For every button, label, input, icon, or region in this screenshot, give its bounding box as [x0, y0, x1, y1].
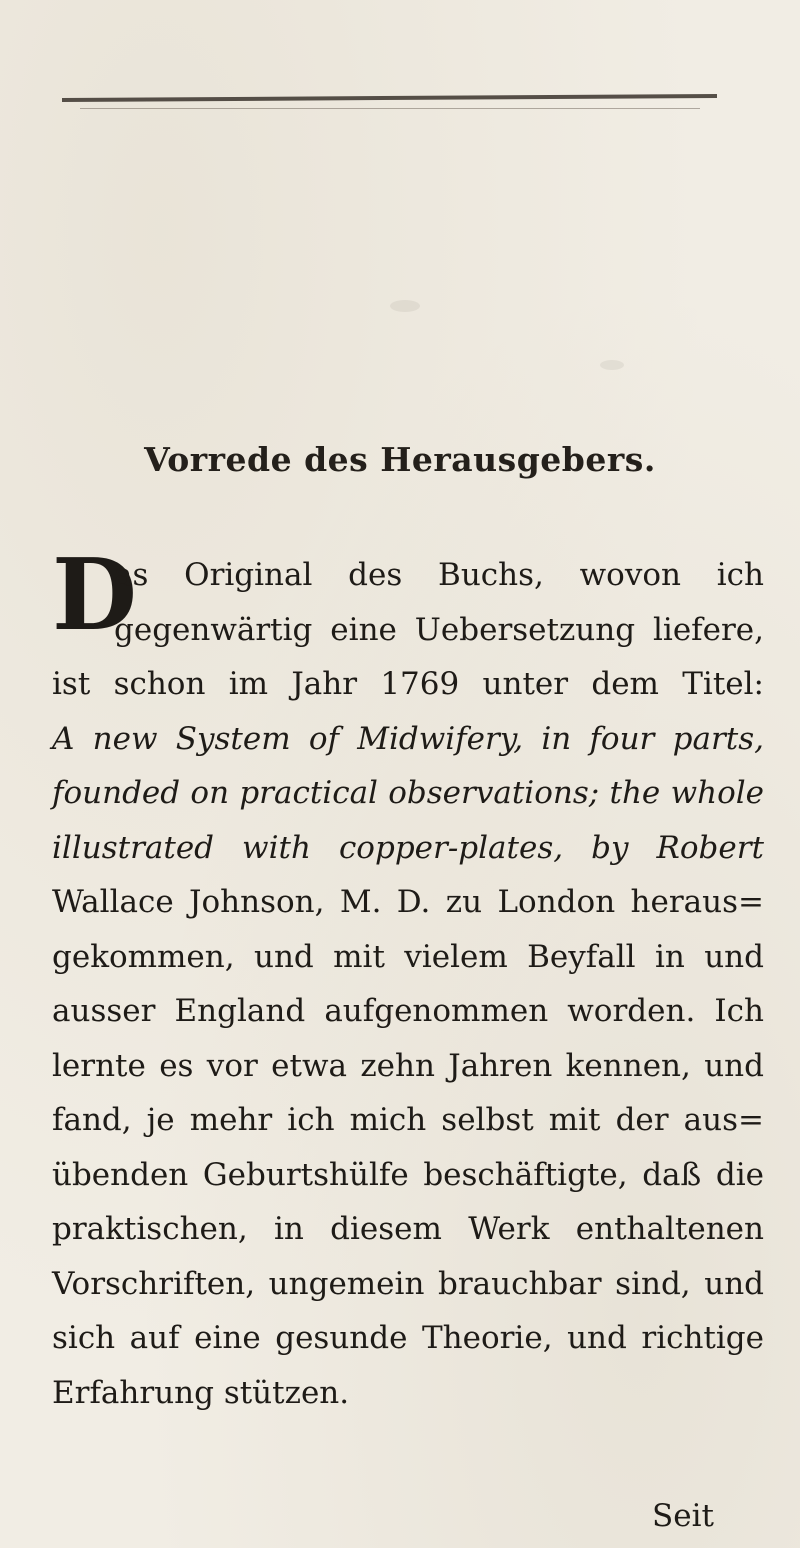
text-line: praktischen, in diesem Werk enthaltenen — [52, 1211, 764, 1247]
paper-stain — [600, 360, 624, 370]
text-line: as Original des Buchs, wovon ich — [114, 557, 764, 593]
page-heading: Vorrede des Herausgebers. — [144, 440, 656, 479]
paper-stain — [390, 300, 420, 312]
decorative-rule-thin — [80, 108, 700, 109]
text-line: sich auf eine gesunde Theorie, und richtige — [52, 1320, 764, 1356]
text-line: gekommen, und mit vielem Beyfall in und — [52, 938, 764, 975]
text-line: illustrated with copper-plates, by Robert — [52, 829, 764, 866]
text-line: übenden Geburtshülfe beschäftigte, daß die — [52, 1156, 764, 1193]
catchword: Seit — [652, 1498, 714, 1534]
decorative-rule — [62, 94, 717, 102]
text-line: Wallace Johnson, M. D. zu London heraus= — [52, 884, 764, 920]
text-line: gegenwärtig eine Uebersetzung liefere, — [114, 611, 764, 648]
text-line: ausser England aufgenommen worden. Ich — [52, 993, 764, 1029]
text-line: Erfahrung stützen. — [52, 1374, 350, 1411]
text-line: A new System of Midwifery, in four parts, — [52, 720, 764, 757]
text-line: founded on practical observations; the whole — [52, 775, 764, 811]
text-line: Vorschriften, ungemein brauchbar sind, und — [52, 1265, 764, 1302]
text-line: fand, je mehr ich mich selbst mit der aus= — [52, 1102, 764, 1138]
drop-capital: D — [52, 538, 137, 653]
text-line: lernte es vor etwa zehn Jahren kennen, und — [52, 1047, 764, 1084]
body-paragraph — [52, 538, 764, 1420]
text-line: ist schon im Jahr 1769 unter dem Titel: — [52, 666, 764, 702]
